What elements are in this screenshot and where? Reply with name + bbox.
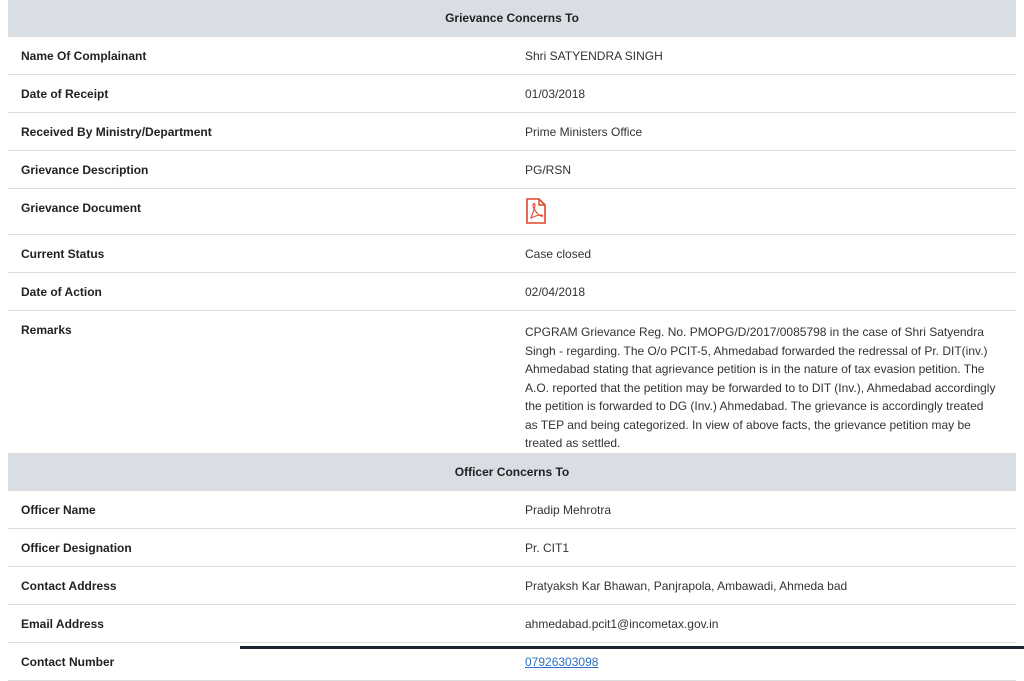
email-address: ahmedabad.pcit1@incometax.gov.in (512, 604, 1016, 642)
section-title: Grievance Concerns To (8, 0, 1016, 37)
row-label: Contact Number (8, 642, 512, 680)
section-header-grievance (8, 0, 1016, 37)
row-label: Name Of Complainant (8, 37, 512, 75)
contact-number-link[interactable]: 07926303098 (525, 654, 599, 669)
row-label: Remarks (8, 311, 512, 454)
row-label: Email Address (8, 604, 512, 642)
receipt-date: 01/03/2018 (512, 75, 1016, 113)
table-row (8, 566, 1016, 604)
row-label: Current Status (8, 235, 512, 273)
grievance-document-cell (512, 189, 1016, 235)
row-label: Date of Action (8, 273, 512, 311)
row-label: Officer Name (8, 490, 512, 528)
row-label: Grievance Document (8, 189, 512, 235)
table-row (8, 189, 1016, 235)
row-label: Contact Address (8, 566, 512, 604)
table-row (8, 37, 1016, 75)
row-label: Grievance Description (8, 151, 512, 189)
officer-name: Pradip Mehrotra (512, 490, 1016, 528)
table-row (8, 528, 1016, 566)
table-row (8, 235, 1016, 273)
section-header-officer (8, 453, 1016, 490)
table-row (8, 490, 1016, 528)
contact-address: Pratyaksh Kar Bhawan, Panjrapola, Ambawadi, Ahmeda bad (512, 566, 1016, 604)
grievance-description: PG/RSN (512, 151, 1016, 189)
complainant-name: Shri SATYENDRA SINGH (512, 37, 1016, 75)
table-row (8, 311, 1016, 454)
action-date: 02/04/2018 (512, 273, 1016, 311)
remarks-text: CPGRAM Grievance Reg. No. PMOPG/D/2017/0085798 in the case of Shri Satyendra Singh - regarding. The O/o PCIT-5, Ahmedabad forwarded the redressal of Pr. DIT(inv.) Ahmedabad stating that agrievance petition is in the nature of tax evasion petition. The A.O. reported that the petition may be forwarded to to DIT (Inv.), Ahmedabad accordingly the petition is forwarded to DG (Inv.) Ahmedabad. The grievance is accordingly treated as TEP and being categorized. In view of above facts, the grievance petition may be treated as settled. (512, 311, 1016, 454)
table-row (8, 113, 1016, 151)
grievance-details-table (8, 0, 1016, 681)
table-row (8, 604, 1016, 642)
table-row (8, 75, 1016, 113)
row-label: Officer Designation (8, 528, 512, 566)
row-label: Received By Ministry/Department (8, 113, 512, 151)
bottom-divider (240, 646, 1024, 649)
pdf-file-icon[interactable] (525, 198, 547, 224)
section-title: Officer Concerns To (8, 453, 1016, 490)
current-status: Case closed (512, 235, 1016, 273)
ministry-department: Prime Ministers Office (512, 113, 1016, 151)
row-label: Date of Receipt (8, 75, 512, 113)
table-row (8, 273, 1016, 311)
table-row (8, 151, 1016, 189)
officer-designation: Pr. CIT1 (512, 528, 1016, 566)
